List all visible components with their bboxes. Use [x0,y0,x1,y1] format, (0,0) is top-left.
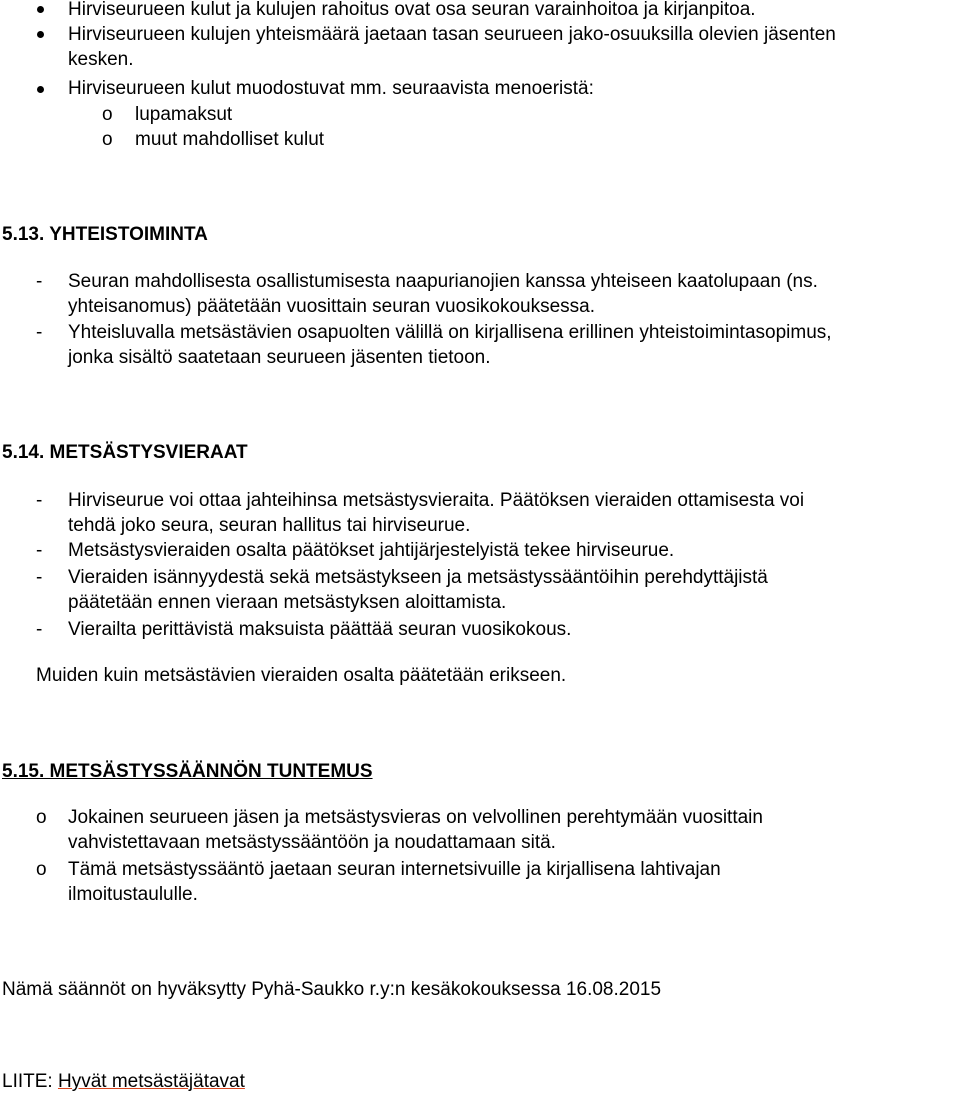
section-heading: 5.14. METSÄSTYSVIERAAT [2,442,248,463]
sub-bullet-text: lupamaksut [135,104,233,125]
dash-marker: - [36,490,43,511]
list-marker: o [36,859,47,880]
bullet-text: kesken. [68,49,134,70]
list-item-text: Tämä metsästyssääntö jaetaan seuran internetsivuille ja kirjallisena lahtivajan [68,859,721,880]
dash-marker: - [36,619,43,640]
sub-bullet-marker: o [102,104,113,125]
list-item-text: päätetään ennen vieraan metsästyksen aloittamista. [68,592,507,613]
approval-text: Nämä säännöt on hyväksytty Pyhä-Saukko r.y:n kesäkokouksessa 16.08.2015 [2,979,662,1000]
list-marker: o [36,807,47,828]
list-item-text: Vierailta perittävistä maksuista päättää seuran vuosikokous. [68,619,572,640]
dash-marker: - [36,322,43,343]
dash-marker: - [36,540,43,561]
bullet-text: Hirviseurueen kulut muodostuvat mm. seuraavista menoeristä: [68,78,594,99]
appendix-link[interactable]: Hyvät metsästäjätavat [57,1071,245,1092]
appendix-label: LIITE: [2,1071,53,1092]
appendix-line [2,1070,245,1094]
list-item-text: yhteisanomus) päätetään vuosittain seuran vuosikokouksessa. [68,296,596,317]
dash-marker: - [36,271,43,292]
bullet-icon [37,6,44,13]
bullet-icon [37,86,44,93]
list-item-text: jonka sisältö saatetaan seurueen jäsenten tietoon. [68,347,491,368]
list-item-text: vahvistettavaan metsästyssääntöön ja noudattamaan sitä. [68,832,556,853]
list-item-text: Metsästysvieraiden osalta päätökset jahtijärjestelyistä tekee hirviseurue. [68,540,675,561]
list-item-text: Seuran mahdollisesta osallistumisesta naapurianojien kanssa yhteiseen kaatolupaan (ns. [68,271,818,292]
bullet-icon [37,31,44,38]
list-item-text: Jokainen seurueen jäsen ja metsästysvieras on velvollinen perehtymään vuosittain [68,807,763,828]
section-heading: 5.15. METSÄSTYSSÄÄNNÖN TUNTEMUS [2,761,373,782]
list-item-text: Hirviseurue voi ottaa jahteihinsa metsästysvieraita. Päätöksen vieraiden ottamisesta voi [68,490,805,511]
sub-bullet-marker: o [102,129,113,150]
sub-bullet-text: muut mahdolliset kulut [135,129,325,150]
list-item-text: ilmoitustaululle. [68,884,198,905]
list-item-text: Vieraiden isännyydestä sekä metsästykseen ja metsästyssääntöihin perehdyttäjistä [68,567,768,588]
section-note: Muiden kuin metsästävien vieraiden osalta päätetään erikseen. [36,665,567,686]
bullet-text: Hirviseurueen kulut ja kulujen rahoitus ovat osa seuran varainhoitoa ja kirjanpitoa. [68,0,756,20]
dash-marker: - [36,567,43,588]
section-heading: 5.13. YHTEISTOIMINTA [2,224,208,245]
bullet-text: Hirviseurueen kulujen yhteismäärä jaetaan tasan seurueen jako-osuuksilla olevien jäsenten [68,24,836,45]
list-item-text: Yhteisluvalla metsästävien osapuolten välillä on kirjallisena erillinen yhteistoimintasopimus, [68,322,832,343]
list-item-text: tehdä joko seura, seuran hallitus tai hirviseurue. [68,515,471,536]
